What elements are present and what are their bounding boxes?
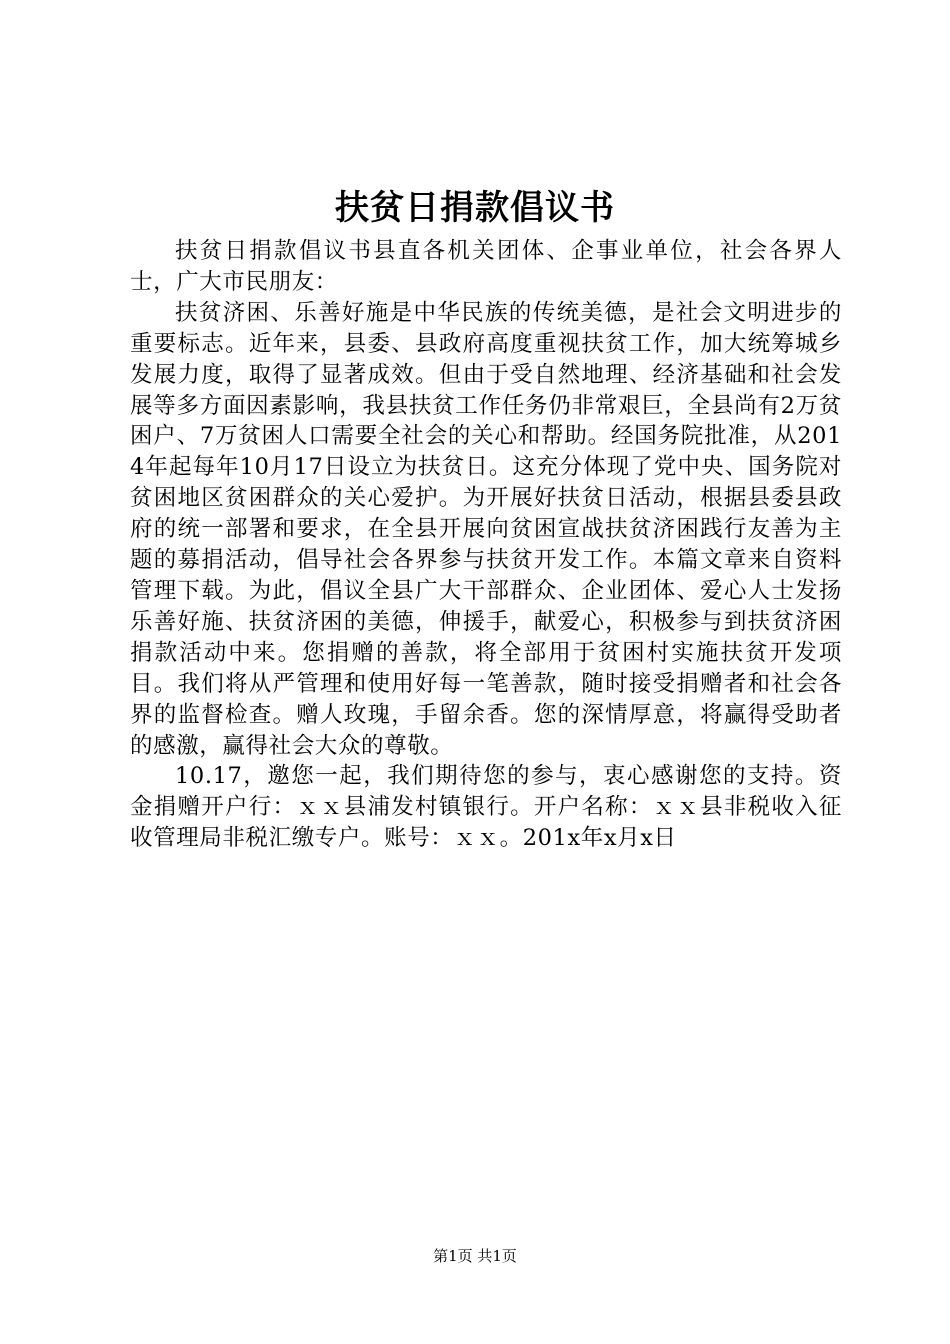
paragraph-main: 扶贫济困、乐善好施是中华民族的传统美德，是社会文明进步的重要标志。近年来，县委、县政府高度重视扶贫工作，加大统筹城乡发展力度，取得了显著成效。但由于受自然地理、经济基础和社会发展等多方面因素影响，我县扶贫工作任务仍非常艰巨，全县尚有2万贫困户、7万贫困人口需要全社会的关心和帮助。经国务院批准，从2014年起每年10月17日设立为扶贫日。这充分体现了党中央、国务院对贫困地区贫困群众的关心爱护。为开展好扶贫日活动，根据县委县政府的统一部署和要求，在全县开展向贫困宣战扶贫济困践行友善为主题的募捐活动，倡导社会各界参与扶贫开发工作。本篇文章来自资料管理下载。为此，倡议全县广大干部群众、企业团体、爱心人士发扬乐善好施、扶贫济困的美德，伸援手，献爱心，积极参与到扶贫济困捐款活动中来。您捐赠的善款，将全部用于贫困村实施扶贫开发项目。我们将从严管理和使用好每一笔善款，随时接受捐赠者和社会各界的监督检查。赠人玫瑰，手留余香。您的深情厚意，将赢得受助者的感激，赢得社会大众的尊敬。 — [130, 299, 842, 759]
paragraph-salutation: 扶贫日捐款倡议书县直各机关团体、企事业单位，社会各界人士，广大市民朋友： — [130, 238, 842, 295]
document-title: 扶贫日捐款倡议书 — [335, 188, 615, 228]
document-body — [130, 236, 842, 854]
page-footer: 第1页 共1页 — [433, 1247, 517, 1265]
paragraph-closing: 10.17，邀您一起，我们期待您的参与，衷心感谢您的支持。资金捐赠开户行：ｘｘ县浦发村镇银行。开户名称：ｘｘ县非税收入征收管理局非税汇缴专户。账号：ｘｘ。201x年x月x日 — [130, 763, 842, 852]
